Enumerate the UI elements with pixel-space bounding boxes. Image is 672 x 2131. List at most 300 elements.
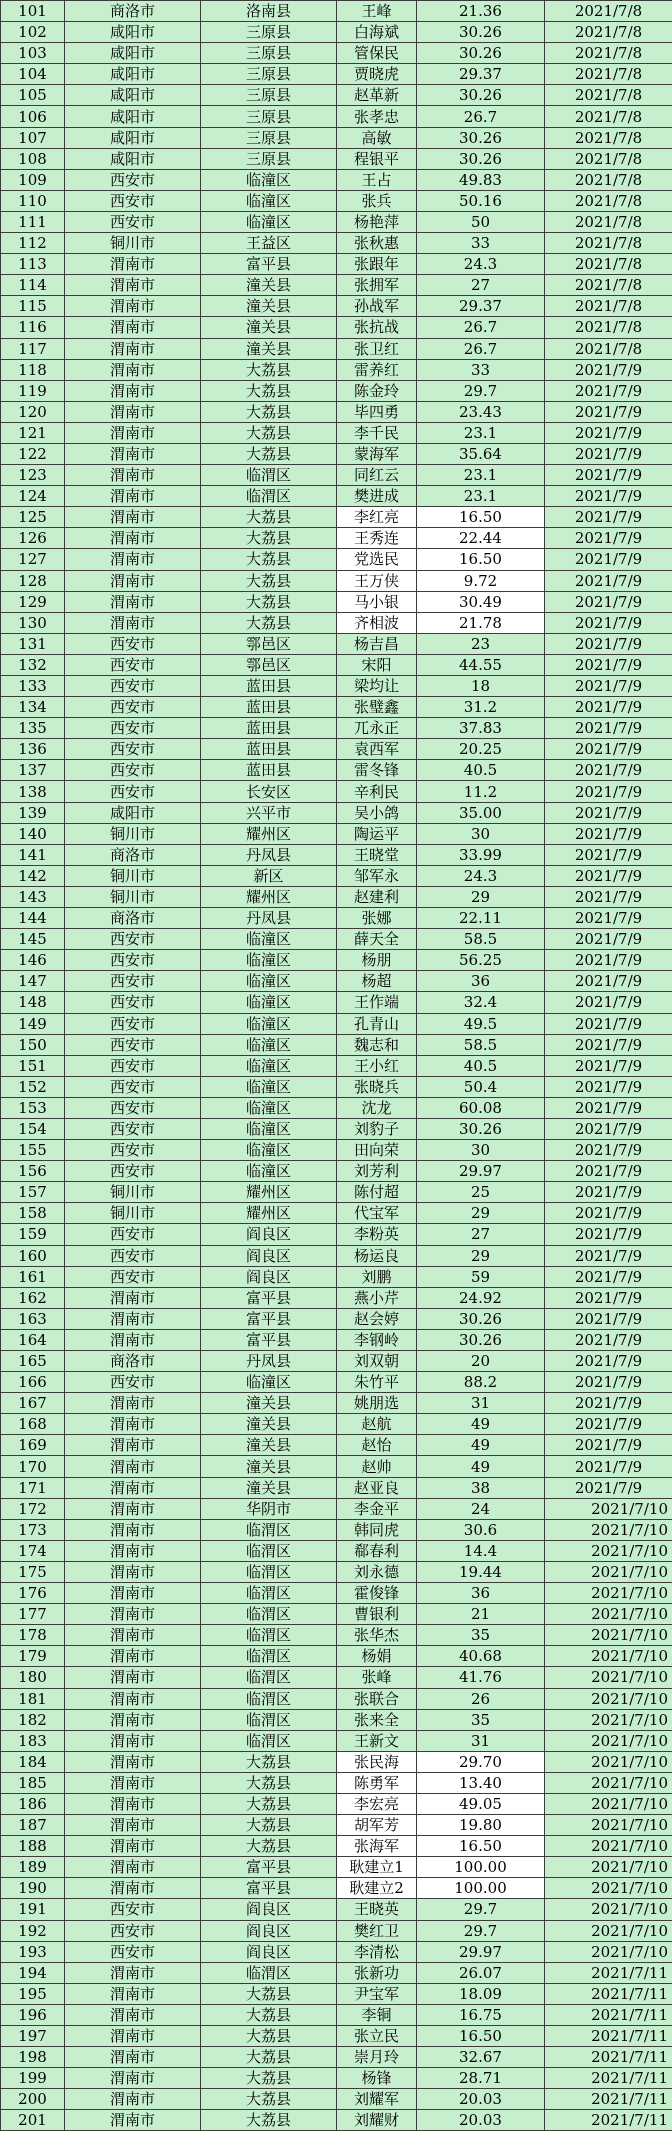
value-cell[interactable]: 40.5 (417, 1055, 545, 1076)
date-cell[interactable]: 2021/7/9 (545, 781, 672, 802)
district-cell[interactable]: 三原县 (201, 43, 337, 64)
row-number-cell[interactable]: 139 (1, 802, 65, 823)
city-cell[interactable]: 渭南市 (65, 275, 201, 296)
value-cell[interactable]: 29.70 (417, 1751, 545, 1772)
row-number-cell[interactable]: 106 (1, 106, 65, 127)
city-cell[interactable]: 西安市 (65, 739, 201, 760)
district-cell[interactable]: 三原县 (201, 64, 337, 85)
date-cell[interactable]: 2021/7/9 (545, 1393, 672, 1414)
row-number-cell[interactable]: 157 (1, 1182, 65, 1203)
value-cell[interactable]: 44.55 (417, 654, 545, 675)
city-cell[interactable]: 铜川市 (65, 1182, 201, 1203)
row-number-cell[interactable]: 182 (1, 1709, 65, 1730)
city-cell[interactable]: 西安市 (65, 1140, 201, 1161)
row-number-cell[interactable]: 140 (1, 823, 65, 844)
district-cell[interactable]: 大荔县 (201, 549, 337, 570)
city-cell[interactable]: 渭南市 (65, 1983, 201, 2004)
row-number-cell[interactable]: 133 (1, 676, 65, 697)
date-cell[interactable]: 2021/7/10 (545, 1688, 672, 1709)
row-number-cell[interactable]: 201 (1, 2110, 65, 2131)
person-name-cell[interactable]: 刘鹏 (337, 1266, 417, 1287)
row-number-cell[interactable]: 113 (1, 254, 65, 275)
value-cell[interactable]: 36 (417, 1583, 545, 1604)
district-cell[interactable]: 富平县 (201, 1329, 337, 1350)
person-name-cell[interactable]: 白海斌 (337, 22, 417, 43)
date-cell[interactable]: 2021/7/10 (545, 1540, 672, 1561)
date-cell[interactable]: 2021/7/8 (545, 85, 672, 106)
row-number-cell[interactable]: 114 (1, 275, 65, 296)
date-cell[interactable]: 2021/7/9 (545, 1140, 672, 1161)
value-cell[interactable]: 30.26 (417, 148, 545, 169)
city-cell[interactable]: 西安市 (65, 1118, 201, 1139)
district-cell[interactable]: 临渭区 (201, 1730, 337, 1751)
person-name-cell[interactable]: 同红云 (337, 465, 417, 486)
date-cell[interactable]: 2021/7/10 (545, 1878, 672, 1899)
city-cell[interactable]: 渭南市 (65, 1540, 201, 1561)
district-cell[interactable]: 王益区 (201, 233, 337, 254)
value-cell[interactable]: 24.3 (417, 254, 545, 275)
value-cell[interactable]: 49 (417, 1456, 545, 1477)
date-cell[interactable]: 2021/7/8 (545, 296, 672, 317)
person-name-cell[interactable]: 王新文 (337, 1730, 417, 1751)
district-cell[interactable]: 潼关县 (201, 275, 337, 296)
value-cell[interactable]: 20.03 (417, 2089, 545, 2110)
city-cell[interactable]: 渭南市 (65, 1583, 201, 1604)
row-number-cell[interactable]: 127 (1, 549, 65, 570)
city-cell[interactable]: 商洛市 (65, 844, 201, 865)
person-name-cell[interactable]: 吴小鸽 (337, 802, 417, 823)
district-cell[interactable]: 潼关县 (201, 296, 337, 317)
city-cell[interactable]: 西安市 (65, 992, 201, 1013)
value-cell[interactable]: 60.08 (417, 1097, 545, 1118)
date-cell[interactable]: 2021/7/9 (545, 1182, 672, 1203)
district-cell[interactable]: 大荔县 (201, 2004, 337, 2025)
person-name-cell[interactable]: 刘耀财 (337, 2110, 417, 2131)
district-cell[interactable]: 临渭区 (201, 1583, 337, 1604)
district-cell[interactable]: 大荔县 (201, 528, 337, 549)
city-cell[interactable]: 西安市 (65, 676, 201, 697)
person-name-cell[interactable]: 郗春利 (337, 1540, 417, 1561)
city-cell[interactable]: 渭南市 (65, 254, 201, 275)
date-cell[interactable]: 2021/7/8 (545, 233, 672, 254)
city-cell[interactable]: 渭南市 (65, 1435, 201, 1456)
district-cell[interactable]: 临潼区 (201, 950, 337, 971)
city-cell[interactable]: 渭南市 (65, 359, 201, 380)
date-cell[interactable]: 2021/7/9 (545, 570, 672, 591)
person-name-cell[interactable]: 刘双朝 (337, 1351, 417, 1372)
date-cell[interactable]: 2021/7/9 (545, 865, 672, 886)
date-cell[interactable]: 2021/7/8 (545, 317, 672, 338)
date-cell[interactable]: 2021/7/8 (545, 275, 672, 296)
date-cell[interactable]: 2021/7/9 (545, 443, 672, 464)
district-cell[interactable]: 阎良区 (201, 1941, 337, 1962)
value-cell[interactable]: 36 (417, 971, 545, 992)
row-number-cell[interactable]: 102 (1, 22, 65, 43)
city-cell[interactable]: 渭南市 (65, 549, 201, 570)
row-number-cell[interactable]: 123 (1, 465, 65, 486)
city-cell[interactable]: 渭南市 (65, 1561, 201, 1582)
date-cell[interactable]: 2021/7/10 (545, 1730, 672, 1751)
district-cell[interactable]: 蓝田县 (201, 739, 337, 760)
value-cell[interactable]: 14.4 (417, 1540, 545, 1561)
district-cell[interactable]: 富平县 (201, 1857, 337, 1878)
city-cell[interactable]: 西安市 (65, 190, 201, 211)
row-number-cell[interactable]: 183 (1, 1730, 65, 1751)
city-cell[interactable]: 西安市 (65, 929, 201, 950)
date-cell[interactable]: 2021/7/8 (545, 22, 672, 43)
date-cell[interactable]: 2021/7/8 (545, 43, 672, 64)
row-number-cell[interactable]: 162 (1, 1287, 65, 1308)
date-cell[interactable]: 2021/7/11 (545, 1962, 672, 1983)
person-name-cell[interactable]: 曹银利 (337, 1604, 417, 1625)
person-name-cell[interactable]: 李宏亮 (337, 1793, 417, 1814)
city-cell[interactable]: 渭南市 (65, 1878, 201, 1899)
city-cell[interactable]: 渭南市 (65, 528, 201, 549)
value-cell[interactable]: 38 (417, 1477, 545, 1498)
date-cell[interactable]: 2021/7/10 (545, 1857, 672, 1878)
city-cell[interactable]: 西安市 (65, 1013, 201, 1034)
district-cell[interactable]: 临渭区 (201, 465, 337, 486)
district-cell[interactable]: 潼关县 (201, 1435, 337, 1456)
person-name-cell[interactable]: 张新功 (337, 1962, 417, 1983)
date-cell[interactable]: 2021/7/9 (545, 528, 672, 549)
row-number-cell[interactable]: 188 (1, 1836, 65, 1857)
value-cell[interactable]: 13.40 (417, 1772, 545, 1793)
value-cell[interactable]: 20 (417, 1351, 545, 1372)
value-cell[interactable]: 29 (417, 1203, 545, 1224)
city-cell[interactable]: 商洛市 (65, 908, 201, 929)
city-cell[interactable]: 渭南市 (65, 1414, 201, 1435)
city-cell[interactable]: 西安市 (65, 1920, 201, 1941)
row-number-cell[interactable]: 151 (1, 1055, 65, 1076)
row-number-cell[interactable]: 137 (1, 760, 65, 781)
district-cell[interactable]: 大荔县 (201, 507, 337, 528)
date-cell[interactable]: 2021/7/8 (545, 190, 672, 211)
city-cell[interactable]: 咸阳市 (65, 802, 201, 823)
value-cell[interactable]: 26.7 (417, 317, 545, 338)
value-cell[interactable]: 30.26 (417, 43, 545, 64)
district-cell[interactable]: 大荔县 (201, 380, 337, 401)
value-cell[interactable]: 35.64 (417, 443, 545, 464)
date-cell[interactable]: 2021/7/9 (545, 1203, 672, 1224)
city-cell[interactable]: 咸阳市 (65, 127, 201, 148)
person-name-cell[interactable]: 李红亮 (337, 507, 417, 528)
person-name-cell[interactable]: 王万侠 (337, 570, 417, 591)
row-number-cell[interactable]: 153 (1, 1097, 65, 1118)
date-cell[interactable]: 2021/7/9 (545, 465, 672, 486)
district-cell[interactable]: 长安区 (201, 781, 337, 802)
value-cell[interactable]: 23 (417, 633, 545, 654)
row-number-cell[interactable]: 170 (1, 1456, 65, 1477)
district-cell[interactable]: 大荔县 (201, 2110, 337, 2131)
city-cell[interactable]: 西安市 (65, 1266, 201, 1287)
value-cell[interactable]: 33.99 (417, 844, 545, 865)
value-cell[interactable]: 29.37 (417, 64, 545, 85)
value-cell[interactable]: 49.05 (417, 1793, 545, 1814)
district-cell[interactable]: 临潼区 (201, 211, 337, 232)
value-cell[interactable]: 29.37 (417, 296, 545, 317)
row-number-cell[interactable]: 197 (1, 2026, 65, 2047)
date-cell[interactable]: 2021/7/9 (545, 486, 672, 507)
city-cell[interactable]: 渭南市 (65, 612, 201, 633)
row-number-cell[interactable]: 192 (1, 1920, 65, 1941)
row-number-cell[interactable]: 154 (1, 1118, 65, 1139)
date-cell[interactable]: 2021/7/10 (545, 1815, 672, 1836)
value-cell[interactable]: 30.26 (417, 1118, 545, 1139)
value-cell[interactable]: 59 (417, 1266, 545, 1287)
row-number-cell[interactable]: 165 (1, 1351, 65, 1372)
district-cell[interactable]: 大荔县 (201, 1983, 337, 2004)
district-cell[interactable]: 丹凤县 (201, 1351, 337, 1372)
value-cell[interactable]: 16.50 (417, 1836, 545, 1857)
date-cell[interactable]: 2021/7/10 (545, 1899, 672, 1920)
row-number-cell[interactable]: 196 (1, 2004, 65, 2025)
district-cell[interactable]: 潼关县 (201, 1456, 337, 1477)
district-cell[interactable]: 临渭区 (201, 486, 337, 507)
city-cell[interactable]: 渭南市 (65, 1287, 201, 1308)
row-number-cell[interactable]: 152 (1, 1076, 65, 1097)
person-name-cell[interactable]: 陶运平 (337, 823, 417, 844)
value-cell[interactable]: 30.26 (417, 1329, 545, 1350)
row-number-cell[interactable]: 141 (1, 844, 65, 865)
date-cell[interactable]: 2021/7/9 (545, 1076, 672, 1097)
person-name-cell[interactable]: 蒙海军 (337, 443, 417, 464)
value-cell[interactable]: 30.26 (417, 1308, 545, 1329)
date-cell[interactable]: 2021/7/9 (545, 1266, 672, 1287)
city-cell[interactable]: 渭南市 (65, 443, 201, 464)
city-cell[interactable]: 渭南市 (65, 338, 201, 359)
row-number-cell[interactable]: 195 (1, 1983, 65, 2004)
value-cell[interactable]: 49 (417, 1435, 545, 1456)
person-name-cell[interactable]: 程银平 (337, 148, 417, 169)
row-number-cell[interactable]: 136 (1, 739, 65, 760)
row-number-cell[interactable]: 194 (1, 1962, 65, 1983)
city-cell[interactable]: 渭南市 (65, 591, 201, 612)
city-cell[interactable]: 渭南市 (65, 2089, 201, 2110)
row-number-cell[interactable]: 186 (1, 1793, 65, 1814)
row-number-cell[interactable]: 180 (1, 1667, 65, 1688)
city-cell[interactable]: 西安市 (65, 1076, 201, 1097)
person-name-cell[interactable]: 杨艳萍 (337, 211, 417, 232)
person-name-cell[interactable]: 张跟年 (337, 254, 417, 275)
person-name-cell[interactable]: 王晓英 (337, 1899, 417, 1920)
person-name-cell[interactable]: 李钢岭 (337, 1329, 417, 1350)
row-number-cell[interactable]: 143 (1, 886, 65, 907)
value-cell[interactable]: 26.7 (417, 106, 545, 127)
value-cell[interactable]: 27 (417, 1224, 545, 1245)
city-cell[interactable]: 渭南市 (65, 1793, 201, 1814)
person-name-cell[interactable]: 沈龙 (337, 1097, 417, 1118)
date-cell[interactable]: 2021/7/9 (545, 971, 672, 992)
date-cell[interactable]: 2021/7/11 (545, 2026, 672, 2047)
city-cell[interactable]: 渭南市 (65, 1962, 201, 1983)
district-cell[interactable]: 三原县 (201, 127, 337, 148)
city-cell[interactable]: 西安市 (65, 211, 201, 232)
city-cell[interactable]: 渭南市 (65, 1772, 201, 1793)
value-cell[interactable]: 31 (417, 1393, 545, 1414)
date-cell[interactable]: 2021/7/9 (545, 1055, 672, 1076)
row-number-cell[interactable]: 105 (1, 85, 65, 106)
district-cell[interactable]: 阎良区 (201, 1266, 337, 1287)
date-cell[interactable]: 2021/7/9 (545, 950, 672, 971)
person-name-cell[interactable]: 赵亚良 (337, 1477, 417, 1498)
date-cell[interactable]: 2021/7/9 (545, 760, 672, 781)
person-name-cell[interactable]: 赵航 (337, 1414, 417, 1435)
date-cell[interactable]: 2021/7/9 (545, 633, 672, 654)
row-number-cell[interactable]: 198 (1, 2047, 65, 2068)
row-number-cell[interactable]: 110 (1, 190, 65, 211)
date-cell[interactable]: 2021/7/9 (545, 1097, 672, 1118)
city-cell[interactable]: 西安市 (65, 971, 201, 992)
value-cell[interactable]: 23.1 (417, 486, 545, 507)
person-name-cell[interactable]: 霍俊锋 (337, 1583, 417, 1604)
person-name-cell[interactable]: 王作端 (337, 992, 417, 1013)
person-name-cell[interactable]: 李铜 (337, 2004, 417, 2025)
date-cell[interactable]: 2021/7/9 (545, 654, 672, 675)
city-cell[interactable]: 西安市 (65, 781, 201, 802)
person-name-cell[interactable]: 田向荣 (337, 1140, 417, 1161)
value-cell[interactable]: 16.75 (417, 2004, 545, 2025)
value-cell[interactable]: 30.6 (417, 1519, 545, 1540)
person-name-cell[interactable]: 赵怡 (337, 1435, 417, 1456)
person-name-cell[interactable]: 刘豹子 (337, 1118, 417, 1139)
value-cell[interactable]: 56.25 (417, 950, 545, 971)
person-name-cell[interactable]: 王峰 (337, 1, 417, 22)
city-cell[interactable]: 渭南市 (65, 465, 201, 486)
date-cell[interactable]: 2021/7/9 (545, 612, 672, 633)
district-cell[interactable]: 洛南县 (201, 1, 337, 22)
value-cell[interactable]: 29.7 (417, 380, 545, 401)
city-cell[interactable]: 咸阳市 (65, 106, 201, 127)
date-cell[interactable]: 2021/7/11 (545, 2004, 672, 2025)
district-cell[interactable]: 临潼区 (201, 929, 337, 950)
district-cell[interactable]: 三原县 (201, 106, 337, 127)
row-number-cell[interactable]: 172 (1, 1498, 65, 1519)
person-name-cell[interactable]: 崇月玲 (337, 2047, 417, 2068)
value-cell[interactable]: 19.44 (417, 1561, 545, 1582)
date-cell[interactable]: 2021/7/10 (545, 1604, 672, 1625)
city-cell[interactable]: 渭南市 (65, 380, 201, 401)
value-cell[interactable]: 18.09 (417, 1983, 545, 2004)
value-cell[interactable]: 26.7 (417, 338, 545, 359)
value-cell[interactable]: 100.00 (417, 1878, 545, 1899)
district-cell[interactable]: 阎良区 (201, 1899, 337, 1920)
city-cell[interactable]: 渭南市 (65, 1625, 201, 1646)
date-cell[interactable]: 2021/7/10 (545, 1646, 672, 1667)
person-name-cell[interactable]: 梁均让 (337, 676, 417, 697)
date-cell[interactable]: 2021/7/10 (545, 1772, 672, 1793)
person-name-cell[interactable]: 兀永正 (337, 718, 417, 739)
value-cell[interactable]: 49.83 (417, 169, 545, 190)
city-cell[interactable]: 渭南市 (65, 1667, 201, 1688)
value-cell[interactable]: 50.16 (417, 190, 545, 211)
row-number-cell[interactable]: 181 (1, 1688, 65, 1709)
value-cell[interactable]: 22.44 (417, 528, 545, 549)
person-name-cell[interactable]: 王小红 (337, 1055, 417, 1076)
city-cell[interactable]: 渭南市 (65, 296, 201, 317)
row-number-cell[interactable]: 185 (1, 1772, 65, 1793)
row-number-cell[interactable]: 104 (1, 64, 65, 85)
person-name-cell[interactable]: 胡军芳 (337, 1815, 417, 1836)
person-name-cell[interactable]: 张峰 (337, 1667, 417, 1688)
person-name-cell[interactable]: 张华杰 (337, 1625, 417, 1646)
city-cell[interactable]: 咸阳市 (65, 43, 201, 64)
row-number-cell[interactable]: 160 (1, 1245, 65, 1266)
row-number-cell[interactable]: 130 (1, 612, 65, 633)
city-cell[interactable]: 西安市 (65, 1941, 201, 1962)
date-cell[interactable]: 2021/7/9 (545, 1351, 672, 1372)
row-number-cell[interactable]: 124 (1, 486, 65, 507)
city-cell[interactable]: 商洛市 (65, 1351, 201, 1372)
city-cell[interactable]: 渭南市 (65, 1709, 201, 1730)
person-name-cell[interactable]: 姚朋选 (337, 1393, 417, 1414)
district-cell[interactable]: 耀州区 (201, 886, 337, 907)
city-cell[interactable]: 渭南市 (65, 1815, 201, 1836)
city-cell[interactable]: 渭南市 (65, 1308, 201, 1329)
value-cell[interactable]: 40.68 (417, 1646, 545, 1667)
district-cell[interactable]: 丹凤县 (201, 844, 337, 865)
row-number-cell[interactable]: 191 (1, 1899, 65, 1920)
person-name-cell[interactable]: 杨超 (337, 971, 417, 992)
city-cell[interactable]: 西安市 (65, 1161, 201, 1182)
city-cell[interactable]: 咸阳市 (65, 22, 201, 43)
date-cell[interactable]: 2021/7/9 (545, 1245, 672, 1266)
city-cell[interactable]: 渭南市 (65, 1751, 201, 1772)
person-name-cell[interactable]: 尹宝军 (337, 1983, 417, 2004)
value-cell[interactable]: 29 (417, 1245, 545, 1266)
date-cell[interactable]: 2021/7/8 (545, 169, 672, 190)
date-cell[interactable]: 2021/7/9 (545, 1118, 672, 1139)
district-cell[interactable]: 华阴市 (201, 1498, 337, 1519)
city-cell[interactable]: 西安市 (65, 633, 201, 654)
row-number-cell[interactable]: 176 (1, 1583, 65, 1604)
person-name-cell[interactable]: 张拥军 (337, 275, 417, 296)
row-number-cell[interactable]: 116 (1, 317, 65, 338)
date-cell[interactable]: 2021/7/9 (545, 929, 672, 950)
date-cell[interactable]: 2021/7/9 (545, 380, 672, 401)
date-cell[interactable]: 2021/7/11 (545, 1983, 672, 2004)
value-cell[interactable]: 22.11 (417, 908, 545, 929)
row-number-cell[interactable]: 135 (1, 718, 65, 739)
person-name-cell[interactable]: 李金平 (337, 1498, 417, 1519)
date-cell[interactable]: 2021/7/9 (545, 1414, 672, 1435)
district-cell[interactable]: 潼关县 (201, 1414, 337, 1435)
person-name-cell[interactable]: 辛利民 (337, 781, 417, 802)
row-number-cell[interactable]: 171 (1, 1477, 65, 1498)
city-cell[interactable]: 渭南市 (65, 507, 201, 528)
row-number-cell[interactable]: 118 (1, 359, 65, 380)
row-number-cell[interactable]: 120 (1, 401, 65, 422)
date-cell[interactable]: 2021/7/8 (545, 1, 672, 22)
row-number-cell[interactable]: 126 (1, 528, 65, 549)
person-name-cell[interactable]: 张来全 (337, 1709, 417, 1730)
district-cell[interactable]: 富平县 (201, 254, 337, 275)
value-cell[interactable]: 30 (417, 823, 545, 844)
district-cell[interactable]: 耀州区 (201, 823, 337, 844)
row-number-cell[interactable]: 199 (1, 2068, 65, 2089)
date-cell[interactable]: 2021/7/10 (545, 1793, 672, 1814)
row-number-cell[interactable]: 149 (1, 1013, 65, 1034)
person-name-cell[interactable]: 雷养红 (337, 359, 417, 380)
value-cell[interactable]: 29.97 (417, 1941, 545, 1962)
person-name-cell[interactable]: 代宝军 (337, 1203, 417, 1224)
person-name-cell[interactable]: 燕小芹 (337, 1287, 417, 1308)
city-cell[interactable]: 西安市 (65, 760, 201, 781)
district-cell[interactable]: 三原县 (201, 85, 337, 106)
value-cell[interactable]: 88.2 (417, 1372, 545, 1393)
district-cell[interactable]: 大荔县 (201, 1772, 337, 1793)
district-cell[interactable]: 临潼区 (201, 992, 337, 1013)
